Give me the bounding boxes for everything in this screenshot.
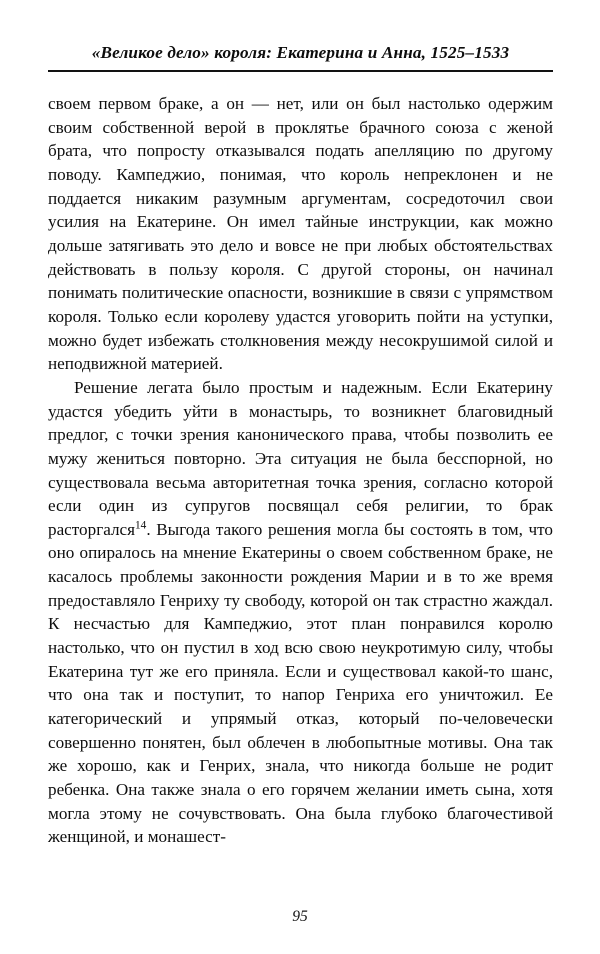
footnote-marker[interactable]: 14 bbox=[135, 519, 147, 532]
paragraph-continuation: своем первом браке, а он — нет, или он был настолько одержим своим собственной верой в проклятье брачного союза с женой брата, что попросту отказывался подать апелляцию по другому поводу. Кампеджио, понимая, что король непреклонен и не поддается никаким разумным аргументам, сосредоточил свои усилия на Екатерине. Он имел тайные инструкции, как можно дольше затягивать это дело и вовсе не при любых обстоятельствах действовать в пользу короля. С другой стороны, он начинал понимать политические опасности, возникшие в связи с упрямством короля. Только если королеву удастся уговорить пойти на уступки, можно будет избежать столкновения между несокрушимой силой и неподвижной материей. bbox=[48, 94, 553, 374]
paragraph-text-after-footnote: . Выгода такого решения могла бы состоять в том, что оно опиралось на мнение Екатерины о своем собственном браке, не касалось проблемы законности рождения Марии и в то же время предоставляло Генриху ту свободу, которой он так страстно жаждал. К несчастью для Кампеджио, этот план понравился королю настолько, что он пустил в ход всю свою неукротимую силу, чтобы Екатерина тут же его приняла. Если и существовал какой-то шанс, что она так и поступит, то напор Генриха его уничтожил. Ее категорический и упрямый отказ, который по-человечески совершенно понятен, был облечен в любопытные мотивы. Она так же хорошо, как и Генрих, знала, что никогда больше не родит ребенка. Она также знала о его горячем желании иметь сына, хотя могла этому не сочувствовать. Она была глубоко благочестивой женщиной, и монашест- bbox=[48, 519, 553, 847]
body-text-column bbox=[48, 92, 553, 849]
paragraph-legate-solution bbox=[48, 376, 553, 849]
page-number: 95 bbox=[292, 908, 308, 925]
running-head-rule bbox=[48, 70, 553, 72]
paragraph-text-before-footnote: Решение легата было простым и надежным. Если Екатерину удастся убедить уйти в монастырь, то возникнет благовидный предлог, с точки зрения канонического права, чтобы позволить ее мужу жениться повторно. Эта ситуация не была бесспорной, но существовала весьма авторитетная точка зрения, согласно которой если один из супругов посвящал себя религии, то брак расторгался bbox=[48, 377, 553, 539]
running-head: «Великое дело» короля: Екатерина и Анна, 1525–1533 bbox=[91, 43, 510, 62]
